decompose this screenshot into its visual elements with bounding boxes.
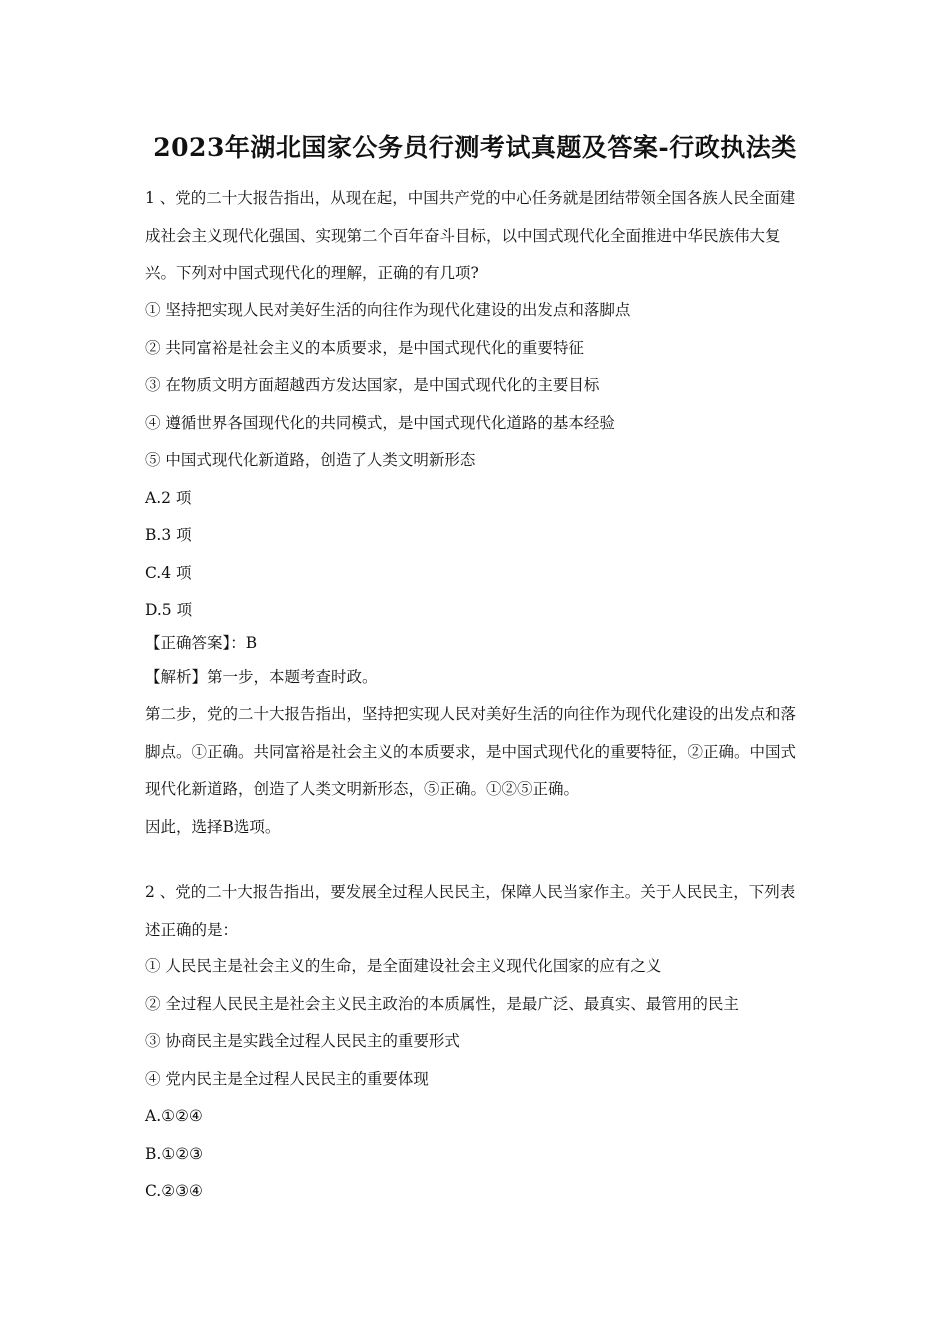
- question-1-answer: [145, 626, 810, 694]
- document-title: 2023年湖北国家公务员行测考试真题及答案-行政执法类: [153, 133, 797, 162]
- question-2: [145, 874, 810, 949]
- statement: ① 人民民主是社会主义的生命，是全面建设社会主义现代化国家的应有之义: [145, 957, 662, 975]
- option: C.②③④: [145, 1182, 203, 1200]
- option: A.①②④: [145, 1107, 203, 1125]
- question-1: [145, 180, 810, 293]
- correct-answer: 【正确答案】：B: [145, 634, 258, 652]
- statement: ⑤ 中国式现代化新道路，创造了人类文明新形态: [145, 451, 476, 469]
- question-2-statements: [145, 948, 810, 1211]
- question-stem: 1 、党的二十大报告指出，从现在起，中国共产党的中心任务就是团结带领全国各族人民全面建成社会主义现代化强国、实现第二个百年奋斗目标，以中国式现代化全面推进中华民族伟大复兴。下列对中国式现代化的理解，正确的有几项?: [145, 189, 796, 282]
- option: B.①②③: [145, 1144, 204, 1163]
- question-1-explanation: [145, 696, 810, 846]
- statement: ③ 在物质文明方面超越西方发达国家，是中国式现代化的主要目标: [145, 376, 600, 394]
- analysis-step-2: 第二步，党的二十大报告指出，坚持把实现人民对美好生活的向往作为现代化建设的出发点和落脚点。①正确。共同富裕是社会主义的本质要求，是中国式现代化的重要特征，②正确。中国式现代化新道路，创造了人类文明新形态，⑤正确。①②⑤正确。: [145, 705, 797, 798]
- option: D.5 项: [145, 601, 193, 619]
- statement: ② 全过程人民民主是社会主义民主政治的本质属性，是最广泛、最真实、最管用的民主: [145, 994, 739, 1013]
- statement: ③ 协商民主是实践全过程人民民主的重要形式: [145, 1032, 460, 1050]
- analysis-step-1: 【解析】第一步，本题考查时政。: [145, 668, 378, 686]
- statement: ② 共同富裕是社会主义的本质要求，是中国式现代化的重要特征: [145, 338, 584, 357]
- question-1-statements: [145, 292, 810, 630]
- statement: ④ 党内民主是全过程人民民主的重要体现: [145, 1069, 429, 1088]
- option: C.4 项: [145, 563, 192, 582]
- analysis-conclusion: 因此，选择B选项。: [145, 817, 281, 836]
- option: A.2 项: [145, 488, 192, 507]
- question-stem: 2 、党的二十大报告指出，要发展全过程人民民主，保障人民当家作主。关于人民民主，下列表述正确的是：: [145, 883, 796, 939]
- statement: ① 坚持把实现人民对美好生活的向往作为现代化建设的出发点和落脚点: [145, 301, 631, 319]
- option: B.3 项: [145, 526, 192, 544]
- statement: ④ 遵循世界各国现代化的共同模式，是中国式现代化道路的基本经验: [145, 413, 615, 432]
